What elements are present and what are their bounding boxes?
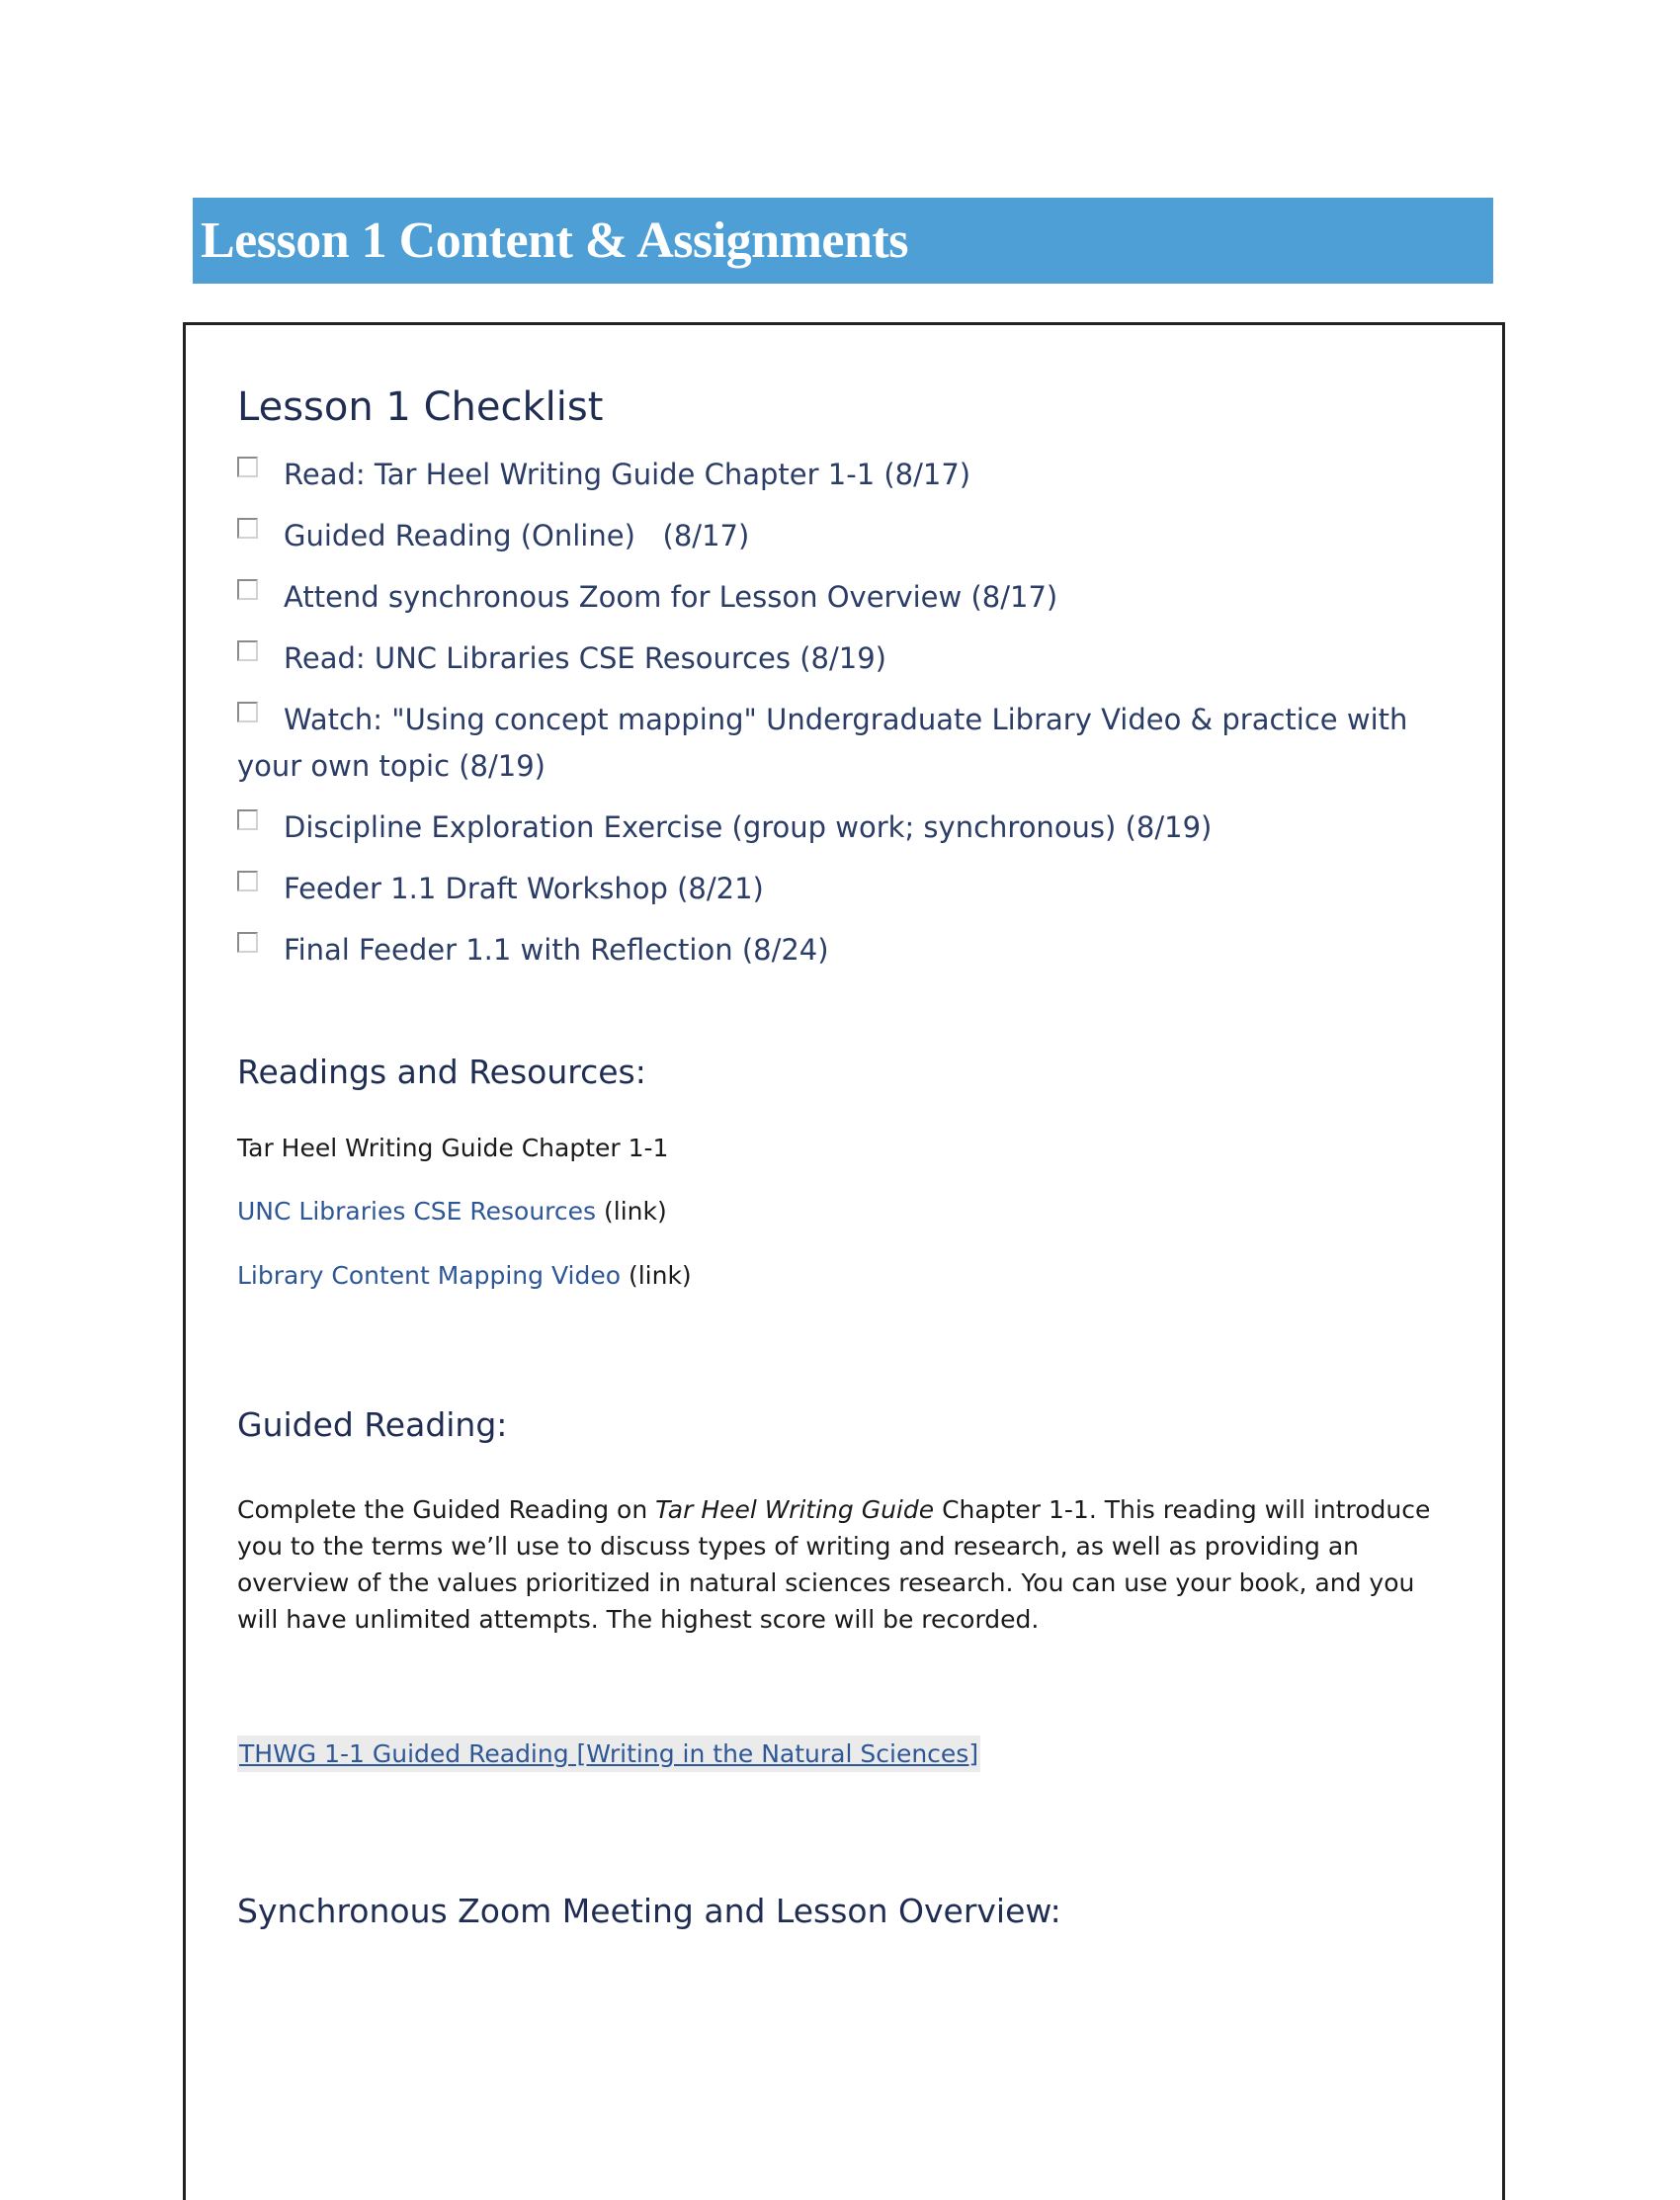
checkbox[interactable] bbox=[237, 640, 258, 661]
reading-item bbox=[237, 1134, 668, 1162]
checkbox[interactable] bbox=[237, 871, 258, 891]
lesson-title: Lesson 1 Content & Assignments bbox=[201, 212, 908, 269]
checklist-item bbox=[237, 513, 1463, 559]
checklist-item-label: Attend synchronous Zoom for Lesson Overview (8/17) bbox=[284, 580, 1058, 614]
checklist-item bbox=[237, 452, 1463, 498]
checklist-item-label: Watch: "Using concept mapping" Undergraduate Library Video & practice with your own topic (8/19) bbox=[237, 703, 1408, 783]
checklist-item-label: Feeder 1.1 Draft Workshop (8/21) bbox=[284, 872, 764, 905]
checklist-item bbox=[237, 574, 1463, 621]
checklist-item bbox=[237, 635, 1463, 682]
paragraph-text: Complete the Guided Reading on bbox=[237, 1495, 656, 1524]
checklist-item bbox=[237, 866, 1463, 912]
checkbox[interactable] bbox=[237, 518, 258, 539]
checklist-item-label: Read: UNC Libraries CSE Resources (8/19) bbox=[284, 641, 886, 675]
checkbox[interactable] bbox=[237, 579, 258, 600]
lesson-banner bbox=[193, 198, 1493, 284]
guided-reading-paragraph bbox=[237, 1491, 1463, 1638]
checklist-item bbox=[237, 927, 1463, 973]
lesson-content-box bbox=[183, 322, 1505, 2200]
checkbox[interactable] bbox=[237, 932, 258, 953]
readings-heading: Readings and Resources: bbox=[237, 1053, 646, 1091]
guided-reading-heading: Guided Reading: bbox=[237, 1405, 508, 1444]
checkbox[interactable] bbox=[237, 457, 258, 477]
checklist-item bbox=[237, 804, 1463, 851]
checklist-item-label: Guided Reading (Online) (8/17) bbox=[284, 519, 750, 552]
checklist-item-label: Read: Tar Heel Writing Guide Chapter 1-1 (8/17) bbox=[284, 458, 971, 491]
link-note: (link) bbox=[621, 1261, 692, 1290]
checkbox[interactable] bbox=[237, 809, 258, 830]
guided-reading-link[interactable]: THWG 1-1 Guided Reading [Writing in the Natural Sciences] bbox=[237, 1735, 980, 1772]
checklist-item-label: Discipline Exploration Exercise (group work; synchronous) (8/19) bbox=[284, 810, 1213, 844]
mapping-video-link[interactable]: Library Content Mapping Video bbox=[237, 1261, 622, 1290]
book-title: Tar Heel Writing Guide bbox=[655, 1495, 935, 1524]
cse-resources-link[interactable]: UNC Libraries CSE Resources bbox=[237, 1197, 597, 1226]
checklist-item bbox=[237, 697, 1463, 790]
checklist-title: Lesson 1 Checklist bbox=[237, 384, 604, 430]
checkbox[interactable] bbox=[237, 702, 258, 722]
paragraph-text: Chapter 1-1. This reading will introduce you to the terms we’ll use to discuss types of writing and research, as well as providing an overview of the values prioritized in natural sciences research. You can use your book, and you will have unlimited attempts. The highest score will be recorded. bbox=[237, 1495, 1431, 1634]
link-note: (link) bbox=[596, 1197, 667, 1226]
checklist bbox=[237, 452, 1463, 988]
reading-item bbox=[237, 1197, 667, 1226]
checklist-item-label: Final Feeder 1.1 with Reflection (8/24) bbox=[284, 933, 829, 967]
reading-item bbox=[237, 1261, 692, 1290]
zoom-heading: Synchronous Zoom Meeting and Lesson Overview: bbox=[237, 1892, 1061, 1930]
reading-item-text: Tar Heel Writing Guide Chapter 1-1 bbox=[237, 1134, 669, 1162]
